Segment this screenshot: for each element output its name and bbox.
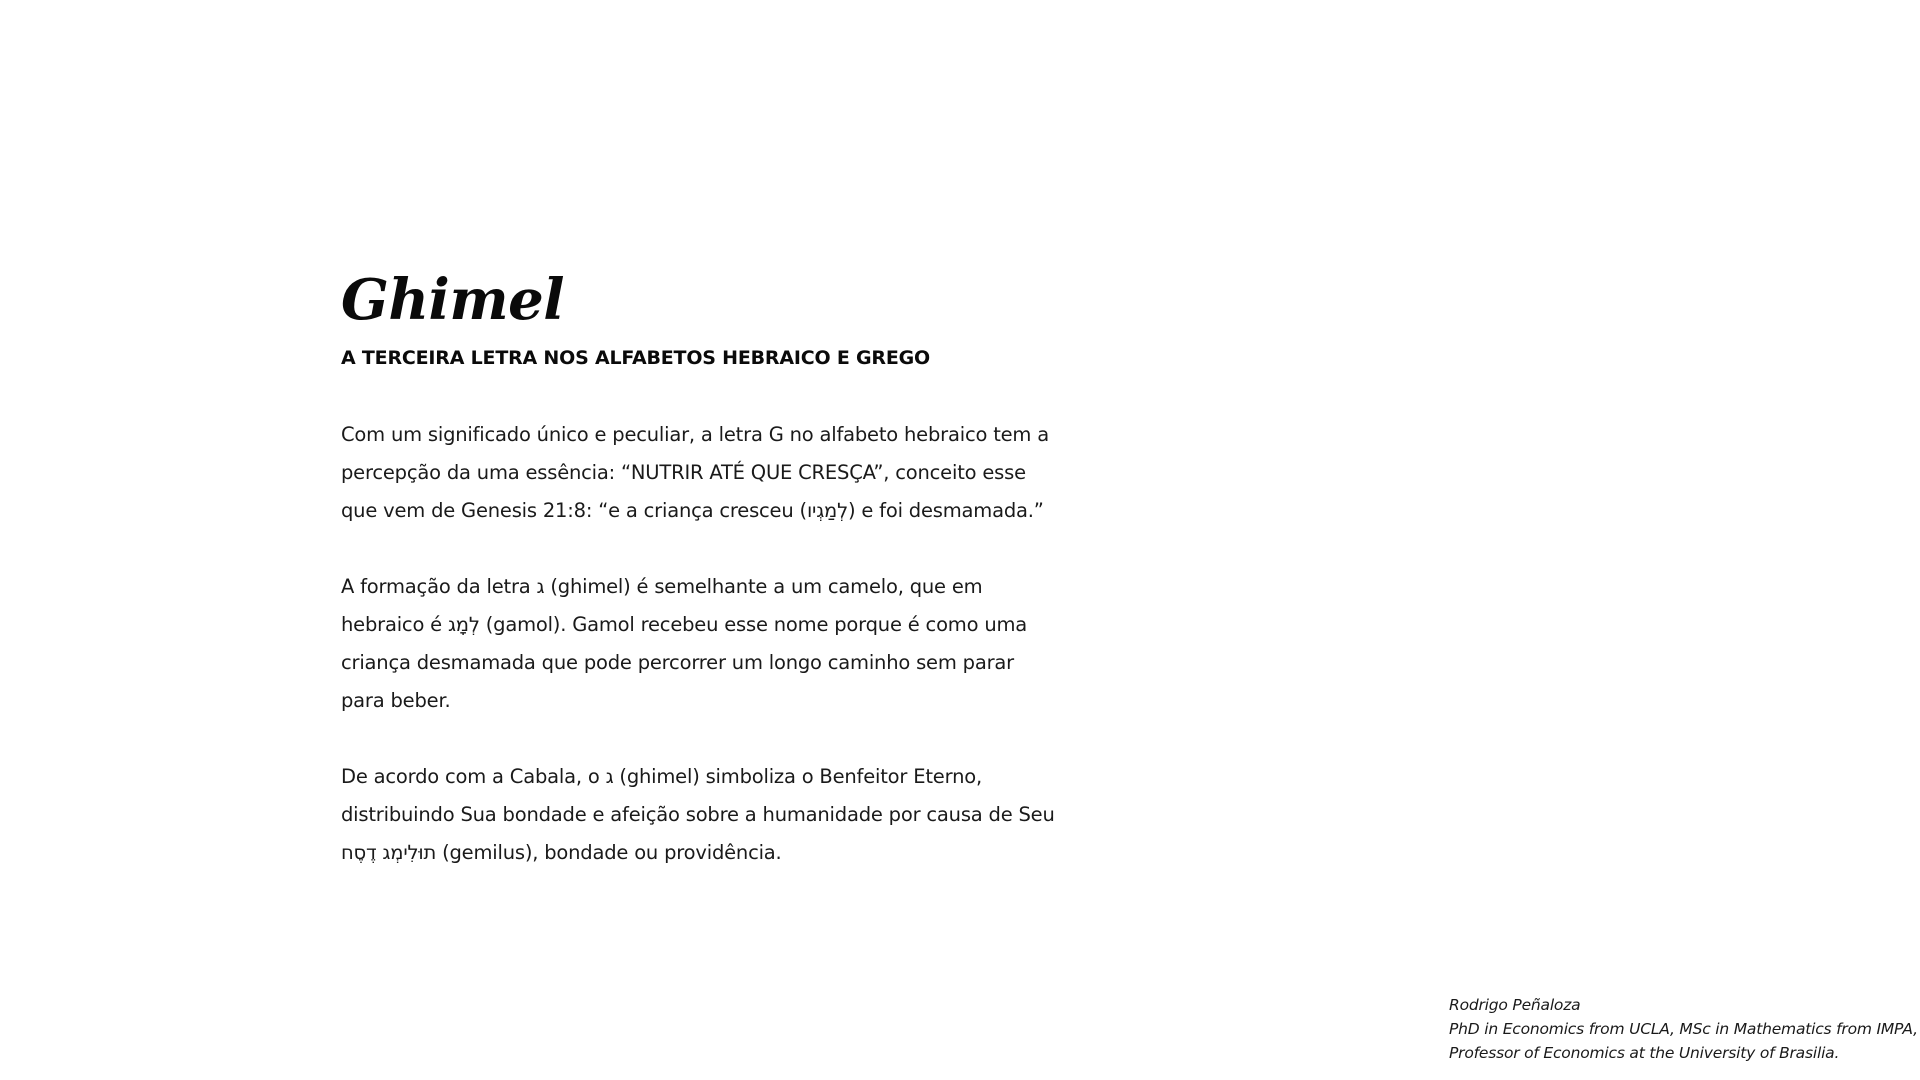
author-credits (1449, 993, 1918, 1065)
author-name: Rodrigo Peñaloza (1449, 996, 1581, 1014)
paragraph-kabbalah: De acordo com a Cabala, o ג (ghimel) simboliza o Benfeitor Eterno, distribuindo Sua bondade e afeição sobre a humanidade por causa de Seu תוּלִימְג דֶסֶח (gemilus), bondade ou providência. (341, 765, 1055, 864)
author-position: Professor of Economics at the University of Brasilia. (1449, 1044, 1840, 1062)
article (341, 262, 1061, 872)
paragraph-meaning: Com um significado único e peculiar, a letra G no alfabeto hebraico tem a percepção da uma essência: “NUTRIR ATÉ QUE CRESÇA”, conceito esse que vem de Genesis 21:8: “e a criança cresceu (לְמַגְיו) e foi desmamada.” (341, 423, 1049, 522)
page-title: Ghimel (341, 267, 564, 333)
author-degrees: PhD in Economics from UCLA, MSc in Mathematics from IMPA, (1449, 1020, 1918, 1038)
page-subtitle: A TERCEIRA LETRA NOS ALFABETOS HEBRAICO E GREGO (341, 347, 930, 369)
paragraph-camel: A formação da letra ג (ghimel) é semelhante a um camelo, que em hebraico é לְמָג (gamol). Gamol recebeu esse nome porque é como uma criança desmamada que pode percorrer um longo caminho sem parar para beber. (341, 575, 1028, 712)
